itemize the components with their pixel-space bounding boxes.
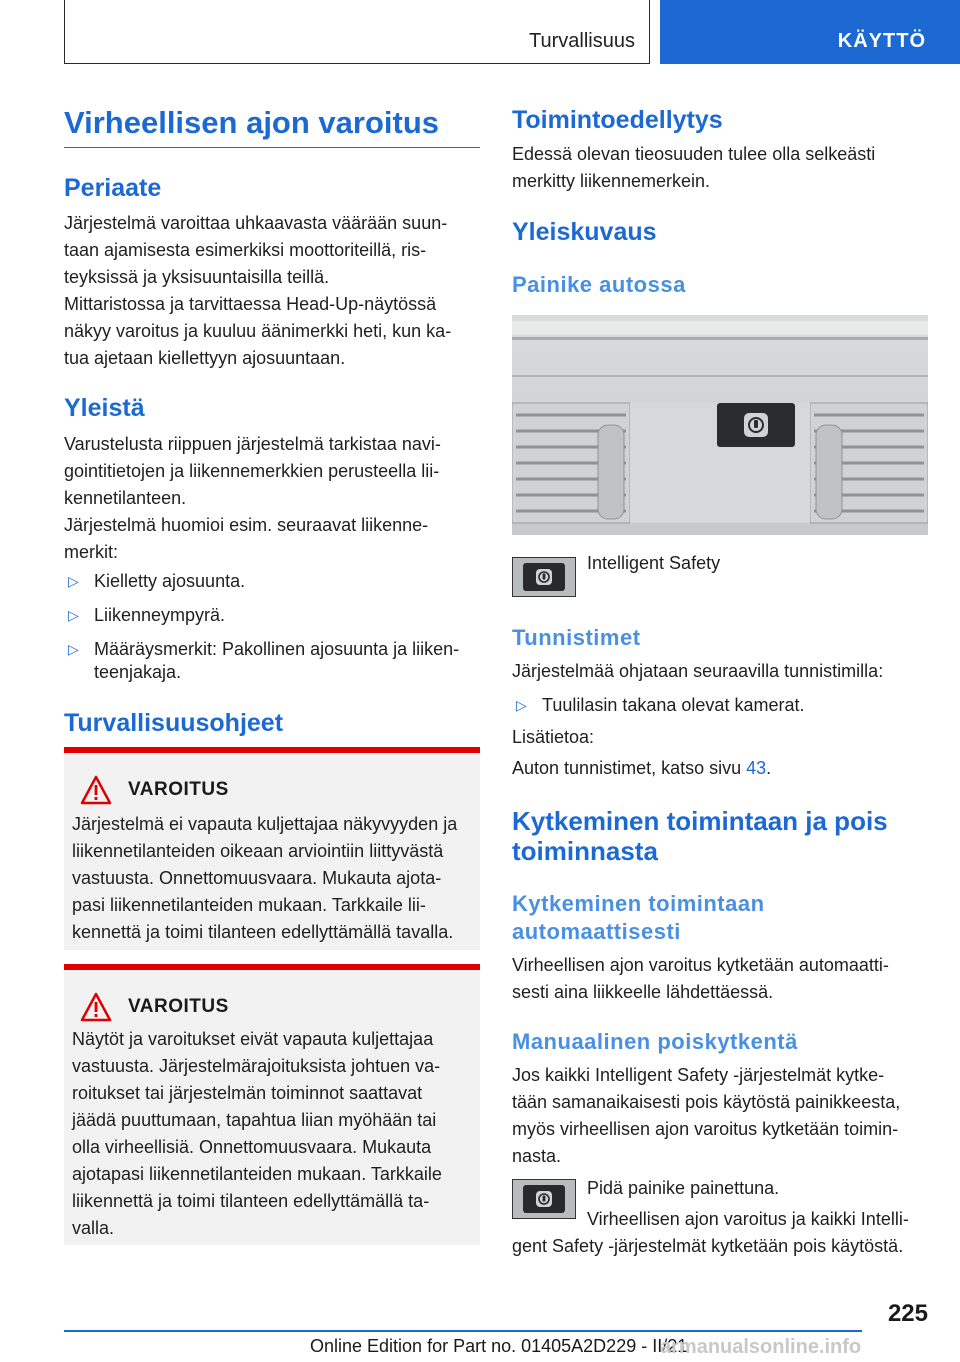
watermark-text: armanualsonline.info [660, 1336, 862, 1358]
safety-heading: Turvallisuusohjeet [64, 709, 284, 737]
warning-box [64, 747, 480, 950]
principle-line: näkyy varoitus ja kuuluu äänimerkki heti, kun ka- [64, 321, 452, 341]
warning-triangle-icon [80, 992, 112, 1022]
bullet-triangle-icon: ▷ [68, 573, 79, 589]
general-line: Järjestelmä huomioi esim. seuraavat liikenne- [64, 515, 429, 535]
warning-triangle-icon [80, 775, 112, 805]
principle-line: Mittaristossa ja tarvittaessa Head-Up-näytössä [64, 294, 437, 314]
switch-heading: toiminnasta [512, 836, 658, 866]
bullet-triangle-icon: ▷ [68, 641, 79, 657]
manual-line: Jos kaikki Intelligent Safety -järjestelmät kytke- [512, 1065, 885, 1085]
warning-line: olla virheellisiä. Onnettomuusvaara. Mukauta [72, 1137, 432, 1157]
principle-line: Järjestelmä varoittaa uhkaavasta väärään suun- [64, 213, 448, 233]
warning-box [64, 964, 480, 1245]
header-section-box [64, 0, 650, 64]
sensors-text: Järjestelmää ohjataan seuraavilla tunnistimilla: [512, 661, 884, 681]
button-label: Intelligent Safety [587, 553, 721, 573]
warning-line: vastuusta. Järjestelmärajoituksista johtuen va- [72, 1056, 441, 1076]
prereq-line: Edessä olevan tieosuuden tulee olla selkeästi [512, 144, 876, 164]
warning-title: VAROITUS [128, 996, 229, 1017]
dashboard-illustration [512, 315, 928, 535]
warning-line: jäädä puuttumaan, tapahtua liian myöhään tai [72, 1110, 437, 1130]
warning-header [80, 775, 229, 805]
manual-line: nasta. [512, 1146, 562, 1166]
warning-line: liikennetilanteiden oikeaan arviointiin liittyvästä [72, 841, 444, 861]
warning-line: Näytöt ja varoitukset eivät vapauta kuljettajaa [72, 1029, 434, 1049]
warning-line: pasi liikennetilanteiden mukaan. Tarkkaile lii- [72, 895, 426, 915]
list-item: ▷ Liikenneympyrä. [64, 602, 225, 629]
overview-heading: Yleiskuvaus [512, 218, 657, 246]
title-rule [64, 147, 480, 148]
warning-line: ajotapasi liikennetilanteiden mukaan. Tarkkaile [72, 1164, 442, 1184]
list-item: ▷ Tuulilasin takana olevat kamerat. [512, 692, 804, 719]
auto-heading: Kytkeminen toimintaan [512, 891, 765, 916]
list-item: ▷ Määräysmerkit: Pakollinen ajosuunta ja liiken- [64, 636, 459, 663]
chapter-tab-label: KÄYTTÖ [837, 30, 926, 52]
bullet-triangle-icon: ▷ [68, 607, 79, 623]
page-title: Virheellisen ajon varoitus [64, 105, 440, 140]
warning-line: roitukset tai järjestelmän toiminnot saattavat [72, 1083, 423, 1103]
chapter-tab[interactable] [660, 0, 960, 64]
hold-line: Pidä painike painettuna. [587, 1178, 780, 1198]
warning-header [80, 992, 229, 1022]
intelligent-safety-button-image [512, 1179, 576, 1219]
prereq-line: merkitty liikennemerkein. [512, 171, 711, 191]
safety-button-icon [523, 1185, 565, 1213]
intelligent-safety-button-image [512, 557, 576, 597]
edition-text: Online Edition for Part no. 01405A2D229 - II/21 [310, 1336, 688, 1356]
warning-title: VAROITUS [128, 779, 229, 800]
warning-line: kennettä ja toimi tilanteen edellyttämällä tavalla. [72, 922, 454, 942]
more-info-label: Lisätietoa: [512, 727, 595, 747]
principle-line: taan ajamisesta esimerkiksi moottoriteillä, ris- [64, 240, 427, 260]
principle-heading: Periaate [64, 174, 162, 202]
button-heading: Painike autossa [512, 272, 686, 297]
principle-line: tua ajetaan kiellettyyn ajosuuntaan. [64, 348, 346, 368]
auto-line: sesti aina liikkeelle lähdettäessä. [512, 982, 774, 1002]
prereq-heading: Toimintoedellytys [512, 106, 723, 134]
auto-heading: automaattisesti [512, 919, 681, 944]
page-reference-link[interactable]: 43 [746, 758, 767, 778]
sensors-reference: Auton tunnistimet, katso sivu 43. [512, 758, 772, 778]
principle-line: teyksissä ja yksisuuntaisilla teillä. [64, 267, 330, 287]
dashboard-button-photo [512, 315, 928, 535]
hold-line: Virheellisen ajon varoitus ja kaikki Intelli- [587, 1209, 909, 1229]
page-number: 225 [887, 1300, 928, 1327]
list-item-continuation: teenjakaja. [94, 662, 182, 682]
warning-line: vastuusta. Onnettomuusvaara. Mukauta ajota- [72, 868, 442, 888]
sensors-heading: Tunnistimet [512, 625, 641, 650]
manual-line: myös virheellisen ajon varoitus kytketään toimin- [512, 1119, 899, 1139]
warning-line: liikennettä ja toimi tilanteen edellyttämällä ta- [72, 1191, 430, 1211]
manual-heading: Manuaalinen poiskytkentä [512, 1029, 798, 1054]
manual-line: tään samanaikaisesti pois käytöstä painikkeesta, [512, 1092, 901, 1112]
general-line: kennetilanteen. [64, 488, 187, 508]
general-heading: Yleistä [64, 394, 145, 422]
general-line: merkit: [64, 542, 118, 562]
safety-button-icon [523, 563, 565, 591]
warning-line: Järjestelmä ei vapauta kuljettajaa näkyvyyden ja [72, 814, 458, 834]
general-line: gointitietojen ja liikennemerkkien perusteella lii- [64, 461, 440, 481]
list-item: ▷ Kielletty ajosuunta. [64, 568, 245, 595]
hold-line: gent Safety -järjestelmät kytketään pois käytöstä. [512, 1236, 904, 1256]
warning-line: valla. [72, 1218, 115, 1238]
bullet-triangle-icon: ▷ [516, 697, 527, 713]
switch-heading: Kytkeminen toimintaan ja pois [512, 806, 888, 836]
section-title: Turvallisuus [529, 30, 635, 52]
general-line: Varustelusta riippuen järjestelmä tarkistaa navi- [64, 434, 441, 454]
footer-rule [64, 1330, 862, 1332]
auto-line: Virheellisen ajon varoitus kytketään automaatti- [512, 955, 889, 975]
